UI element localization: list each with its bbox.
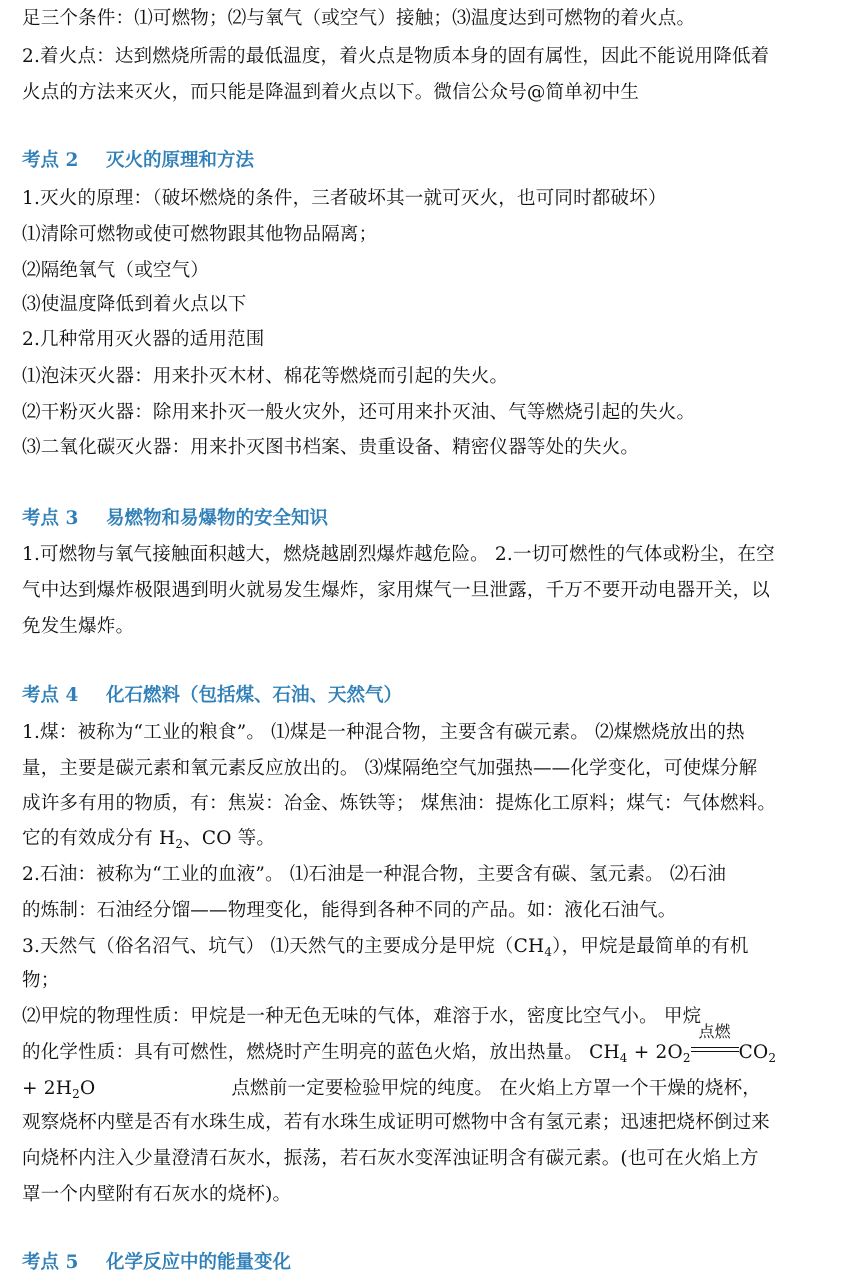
section-title: 化学反应中的能量变化: [106, 1252, 292, 1273]
subscript: 2: [72, 1087, 80, 1101]
text-fragment: 的化学性质：具有可燃性，燃烧时产生明亮的蓝色火焰，放出热量。 CH: [22, 1042, 620, 1063]
text-line: 向烧杯内注入少量澄清石灰水，振荡，若石灰水变浑浊证明含有碳元素。(也可在火焰上方: [22, 1148, 759, 1169]
equals-bar: [691, 1047, 739, 1052]
text-line: ⑵甲烷的物理性质：甲烷是一种无色无味的气体，难溶于水，密度比空气小。 甲烷: [22, 1006, 702, 1027]
text-line: 1.煤：被称为“工业的粮食”。 ⑴煤是一种混合物，主要含有碳元素。 ⑵煤燃烧放出的热: [22, 722, 745, 743]
text-line: ⑴泡沫灭火器：用来扑灭木材、棉花等燃烧而引起的失火。: [22, 366, 509, 387]
subscript: 4: [619, 1051, 628, 1065]
section-number: 考点 5: [22, 1252, 79, 1273]
text-line: 成许多有用的物质，有：焦炭：冶金、炼铁等； 煤焦油：提炼化工原料；煤气：气体燃料。: [22, 793, 777, 814]
text-line: ⑵隔绝氧气（或空气）: [22, 260, 210, 281]
text-line: 2.几种常用灭火器的适用范围: [22, 329, 265, 350]
text-line: ⑴清除可燃物或使可燃物跟其他物品隔离；: [22, 224, 378, 245]
text-fragment: 、CO 等。: [183, 828, 276, 849]
section-title: 易燃物和易爆物的安全知识: [106, 508, 329, 529]
text-line: [22, 824, 828, 859]
subscript: 2: [175, 837, 184, 851]
section-heading-4: [22, 681, 402, 711]
text-line: 气中达到爆炸极限遇到明火就易发生爆炸，家用煤气一旦泄露，千万不要开动电器开关，以: [22, 580, 771, 601]
text-line: ⑶使温度降低到着火点以下: [22, 294, 247, 315]
text-fragment: ），甲烷是最简单的有机: [552, 936, 749, 957]
text-line: 1.灭火的原理：（破坏燃烧的条件，三者破坏其一就可灭火，也可同时都破坏）: [22, 188, 667, 209]
text-line: 的炼制：石油经分馏——物理变化，能得到各种不同的产品。如：液化石油气。: [22, 900, 677, 921]
text-line: 观察烧杯内壁是否有水珠生成，若有水珠生成证明可燃物中含有氢元素；迅速把烧杯倒过来: [22, 1112, 771, 1133]
text-line: 量，主要是碳元素和氧元素反应放出的。 ⑶煤隔绝空气加强热——化学变化，可使煤分解: [22, 758, 758, 779]
text-line: 足三个条件：⑴可燃物；⑵与氧气（或空气）接触；⑶温度达到可燃物的着火点。: [22, 8, 696, 29]
section-heading-3: [22, 504, 328, 534]
subscript: 4: [544, 945, 553, 959]
text-fragment: 它的有效成分有 H: [22, 828, 176, 849]
section-number: 考点 2: [22, 150, 79, 171]
text-line: 免发生爆炸。: [22, 616, 135, 637]
section-title: 灭火的原理和方法: [106, 150, 255, 171]
text-line: [22, 1074, 828, 1109]
reaction-condition: [691, 1022, 739, 1068]
text-line: 火点的方法来灭火，而只能是降温到着火点以下。微信公众号@简单初中生: [22, 82, 640, 103]
subscript: 2: [682, 1051, 691, 1065]
text-line: 物；: [22, 970, 60, 991]
section-number: 考点 4: [22, 685, 79, 706]
text-line: ⑶二氧化碳灭火器：用来扑灭图书档案、贵重设备、精密仪器等处的失火。: [22, 437, 640, 458]
text-fragment: 3.天然气（俗名沼气、坑气） ⑴天然气的主要成分是甲烷（CH: [22, 936, 545, 957]
section-heading-5: [22, 1248, 291, 1278]
subscript: 2: [768, 1051, 777, 1065]
text-line: 罩一个内壁附有石灰水的烧杯)。: [22, 1184, 292, 1205]
text-line: [22, 1022, 828, 1073]
text-fragment: + 2O: [627, 1042, 683, 1063]
text-line: 2.着火点：达到燃烧所需的最低温度，着火点是物质本身的固有属性，因此不能说用降低着: [22, 46, 770, 67]
text-fragment: + 2H: [22, 1078, 73, 1099]
section-number: 考点 3: [22, 508, 79, 529]
text-line: 1.可燃物与氧气接触面积越大，燃烧越剧烈爆炸越危险。 2.一切可燃性的气体或粉尘，在空: [22, 544, 775, 565]
text-fragment: 点燃前一定要检验甲烷的纯度。 在火焰上方罩一个干燥的烧杯，: [231, 1078, 761, 1099]
text-fragment: O: [79, 1078, 96, 1099]
text-line: 2.石油：被称为“工业的血液”。 ⑴石油是一种混合物，主要含有碳、氢元素。 ⑵石油: [22, 864, 727, 885]
condition-label: 点燃: [698, 1022, 731, 1041]
section-heading-2: [22, 146, 254, 176]
text-line: [22, 932, 828, 967]
text-fragment: CO: [738, 1042, 769, 1063]
section-title: 化石燃料（包括煤、石油、天然气）: [106, 685, 403, 706]
text-line: ⑵干粉灭火器：除用来扑灭一般火灾外，还可用来扑灭油、气等燃烧引起的失火。: [22, 402, 696, 423]
